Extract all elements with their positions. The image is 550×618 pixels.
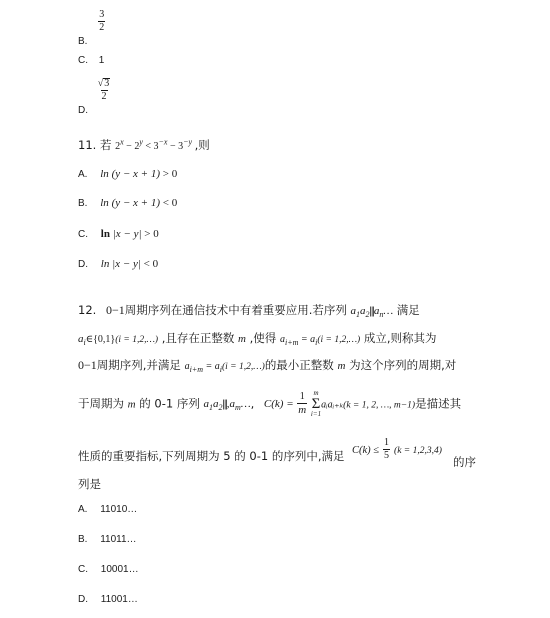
option-arg: (y − x + 1) [111,197,161,209]
option-fn: ln [100,258,110,270]
option-letter: A. [78,169,88,180]
q12-line-1: 12. 0−1周期序列在通信技术中有着重要应用.若序列 $a_1a_2|||a_n\dots$ 满足 [78,303,420,320]
sigma-icon: Σ [311,395,321,412]
periodic-eq: $a_{i+m} = a_i$ [279,334,318,347]
q12-option-b[interactable] [78,534,137,545]
option-letter: B. [78,36,88,48]
numerator [97,78,112,90]
option-letter: B. [78,198,88,209]
q11-option-a[interactable] [78,168,177,180]
option-letter: D. [78,594,88,605]
option-text: 11011… [100,534,137,545]
ck-def: C(k) = [263,398,294,411]
sequence-a1a2: $a_1a_2|||,a_m\dots$ [203,398,251,413]
option-fn: ln [100,168,109,180]
q11-option-d[interactable] [78,258,158,270]
option-rel: < 0 [162,197,178,209]
option-text: 11001… [100,594,138,605]
q12-line-5-end: 的序 [453,455,476,469]
option-letter: C. [78,55,88,66]
option-c-prev[interactable] [78,55,104,66]
question-11-stem [78,137,210,153]
option-rel: < 0 [143,258,159,270]
q12-line-3: 0−1周期序列,并满足 $a_{i+m} = a_i(i$ = 1,2,…)的最小正整数 m 为这个序列的周期,对 [78,358,457,374]
q12-line-6: 列是 [78,477,101,491]
option-rel: > 0 [162,168,178,180]
option-arg: |x − y| [112,228,142,240]
q11-option-c[interactable] [78,228,159,240]
fraction-one-fifth: $\frac{1}{5}$ [384,437,390,461]
stem-prefix: 若 [99,138,112,152]
question-number: 12. [78,303,97,317]
q12-option-c[interactable] [78,564,139,575]
option-letter: C. [78,229,88,240]
option-letter: C. [78,564,88,575]
inequality: $2^x - 2^y < 3^{-x} - 3^{-y}$ [115,137,193,152]
q12-condition: C(k) ≤ $\frac{1}{5}$ (k = 1,2,3,4) [352,437,442,461]
radicand: 3 [104,78,110,89]
fraction-sqrt3-halves [97,78,112,102]
option-fn: ln [100,228,110,240]
periodic-eq: $a_{i+m} = a_i$ [184,361,222,374]
q12-line-2: $a_i\in\{0,1\}(i$ = 1,2,…) ,且存在正整数 m ,使得 $a_{i+m} = a_i(i$ = 1,2,…) 成立,则称其为 [78,331,437,348]
q12-line-4: 于周期为 m 的 0-1 序列 $a_1a_2|||,a_m\dots$, C(k) = $\frac{1}{m}$ m Σ i=1 aᵢaᵢ₊ₖ(k = 1, 2, …, m−1)是描述其 [78,389,462,418]
denominator: 2 [101,91,107,102]
option-text: 1 [98,55,105,66]
denominator: 2 [99,22,105,33]
option-letter: B. [78,534,88,545]
fraction-one-over-m: $\frac{1}{m}$ [298,390,307,416]
sqrt-symbol: √ 3 [97,78,110,89]
q12-option-a[interactable] [78,504,137,515]
option-arg: (y − x + 1) [111,168,161,180]
q12-option-d[interactable] [78,594,138,605]
option-text: 11010… [100,504,138,515]
option-text: 10001… [100,564,139,575]
option-letter: A. [78,504,88,515]
stem-suffix: ,则 [194,138,210,152]
option-arg: |x − y| [112,258,141,270]
option-fn: ln [100,197,109,209]
q12-line-5: 性质的重要指标,下列周期为 5 的 0-1 的序列中,满足 [78,449,345,463]
summation: m Σ i=1 [310,389,322,418]
question-number: 11. [78,138,97,152]
option-letter: D. [78,259,88,270]
fraction-three-halves [98,10,105,33]
ai: $a_i$ [78,333,86,348]
option-b-prev[interactable] [78,9,105,48]
option-letter: D. [78,104,88,116]
sequence-a1a2: $a_1a_2|||a_n\dots$ [350,305,394,320]
q11-option-b[interactable] [78,197,177,209]
numerator: 3 [99,9,105,20]
option-rel: > 0 [144,228,159,240]
option-d-prev[interactable] [78,78,111,116]
